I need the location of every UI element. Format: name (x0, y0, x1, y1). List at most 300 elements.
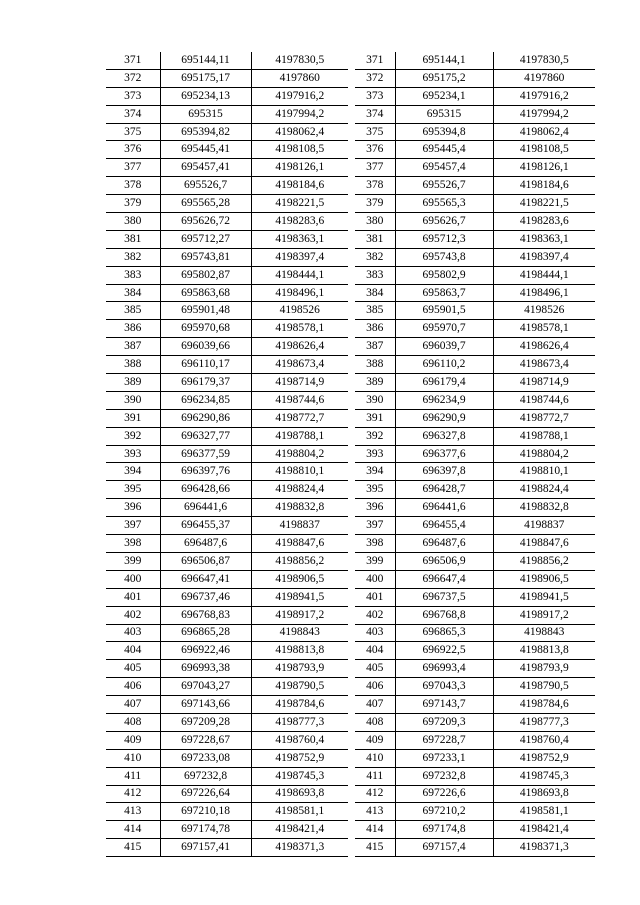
y-coordinate-cell: 4198444,1 (251, 266, 348, 284)
point-number-cell: 406 (106, 678, 160, 696)
x-coordinate-cell: 696737,46 (160, 588, 251, 606)
x-coordinate-cell: 696455,37 (160, 517, 251, 535)
point-number-cell: 399 (106, 552, 160, 570)
x-coordinate-cell: 696922,5 (395, 642, 493, 660)
x-coordinate-cell: 696993,38 (160, 660, 251, 678)
y-coordinate-cell: 4198184,6 (493, 177, 595, 195)
x-coordinate-cell: 696737,5 (395, 588, 493, 606)
y-coordinate-cell: 4198283,6 (251, 213, 348, 231)
x-coordinate-cell: 697209,3 (395, 713, 493, 731)
table-row (106, 642, 348, 660)
y-coordinate-cell: 4198813,8 (251, 642, 348, 660)
point-number-cell: 405 (355, 660, 395, 678)
y-coordinate-cell: 4198843 (251, 624, 348, 642)
x-coordinate-cell: 695626,7 (395, 213, 493, 231)
y-coordinate-cell: 4198693,8 (493, 785, 595, 803)
y-coordinate-cell: 4197860 (493, 69, 595, 87)
x-coordinate-cell: 696993,4 (395, 660, 493, 678)
x-coordinate-cell: 696768,83 (160, 606, 251, 624)
x-coordinate-cell: 695144,11 (160, 52, 251, 69)
x-coordinate-cell: 696506,9 (395, 552, 493, 570)
y-coordinate-cell: 4198788,1 (493, 427, 595, 445)
table-row (106, 463, 348, 481)
point-number-cell: 378 (106, 177, 160, 195)
point-number-cell: 415 (355, 839, 395, 857)
point-number-cell: 389 (106, 374, 160, 392)
x-coordinate-cell: 696397,76 (160, 463, 251, 481)
x-coordinate-cell: 695445,4 (395, 141, 493, 159)
x-coordinate-cell: 695712,3 (395, 230, 493, 248)
y-coordinate-cell: 4198421,4 (493, 821, 595, 839)
x-coordinate-cell: 697210,2 (395, 803, 493, 821)
point-number-cell: 412 (355, 785, 395, 803)
y-coordinate-cell: 4197830,5 (493, 52, 595, 69)
table-row (355, 230, 595, 248)
x-coordinate-cell: 695565,3 (395, 195, 493, 213)
table-row (355, 535, 595, 553)
table-row (355, 481, 595, 499)
point-number-cell: 409 (106, 731, 160, 749)
table-row (355, 517, 595, 535)
table-row (355, 266, 595, 284)
y-coordinate-cell: 4198790,5 (251, 678, 348, 696)
table-row (106, 230, 348, 248)
point-number-cell: 402 (106, 606, 160, 624)
table-row (355, 213, 595, 231)
x-coordinate-cell: 695315 (160, 105, 251, 123)
x-coordinate-cell: 696039,66 (160, 338, 251, 356)
y-coordinate-cell: 4198790,5 (493, 678, 595, 696)
table-row (355, 141, 595, 159)
y-coordinate-cell: 4197994,2 (251, 105, 348, 123)
y-coordinate-cell: 4198837 (251, 517, 348, 535)
y-coordinate-cell: 4198581,1 (493, 803, 595, 821)
y-coordinate-cell: 4198371,3 (493, 839, 595, 857)
x-coordinate-cell: 697157,41 (160, 839, 251, 857)
table-row (106, 427, 348, 445)
y-coordinate-cell: 4198906,5 (251, 570, 348, 588)
y-coordinate-cell: 4198062,4 (493, 123, 595, 141)
x-coordinate-cell: 695394,82 (160, 123, 251, 141)
point-number-cell: 374 (106, 105, 160, 123)
x-coordinate-cell: 697043,3 (395, 678, 493, 696)
y-coordinate-cell: 4198673,4 (493, 356, 595, 374)
table-row (355, 749, 595, 767)
point-number-cell: 394 (106, 463, 160, 481)
x-coordinate-cell: 696441,6 (160, 499, 251, 517)
point-number-cell: 383 (355, 266, 395, 284)
x-coordinate-cell: 696179,4 (395, 374, 493, 392)
x-coordinate-cell: 696397,8 (395, 463, 493, 481)
y-coordinate-cell: 4198221,5 (493, 195, 595, 213)
point-number-cell: 376 (355, 141, 395, 159)
x-coordinate-cell: 697232,8 (395, 767, 493, 785)
table-row (106, 481, 348, 499)
y-coordinate-cell: 4198760,4 (493, 731, 595, 749)
coordinate-table-left (106, 52, 348, 857)
y-coordinate-cell: 4197916,2 (251, 87, 348, 105)
point-number-cell: 408 (355, 713, 395, 731)
point-number-cell: 396 (106, 499, 160, 517)
y-coordinate-cell: 4198371,3 (251, 839, 348, 857)
table-row (355, 588, 595, 606)
table-row (106, 338, 348, 356)
point-number-cell: 378 (355, 177, 395, 195)
x-coordinate-cell: 697226,6 (395, 785, 493, 803)
table-row (106, 391, 348, 409)
y-coordinate-cell: 4198714,9 (251, 374, 348, 392)
table-row (355, 606, 595, 624)
y-coordinate-cell: 4198752,9 (493, 749, 595, 767)
x-coordinate-cell: 696234,9 (395, 391, 493, 409)
x-coordinate-cell: 697043,27 (160, 678, 251, 696)
table-row (355, 499, 595, 517)
table-row (106, 588, 348, 606)
point-number-cell: 398 (355, 535, 395, 553)
point-number-cell: 399 (355, 552, 395, 570)
point-number-cell: 398 (106, 535, 160, 553)
table-row (106, 749, 348, 767)
point-number-cell: 372 (106, 69, 160, 87)
x-coordinate-cell: 696487,6 (395, 535, 493, 553)
table-row (355, 785, 595, 803)
x-coordinate-cell: 697209,28 (160, 713, 251, 731)
x-coordinate-cell: 695901,5 (395, 302, 493, 320)
y-coordinate-cell: 4198804,2 (493, 445, 595, 463)
x-coordinate-cell: 695970,7 (395, 320, 493, 338)
table-body-right (355, 52, 595, 857)
y-coordinate-cell: 4198062,4 (251, 123, 348, 141)
x-coordinate-cell: 696506,87 (160, 552, 251, 570)
point-number-cell: 402 (355, 606, 395, 624)
table-row (106, 374, 348, 392)
x-coordinate-cell: 697226,64 (160, 785, 251, 803)
y-coordinate-cell: 4198847,6 (493, 535, 595, 553)
point-number-cell: 371 (106, 52, 160, 69)
table-row (355, 302, 595, 320)
x-coordinate-cell: 696234,85 (160, 391, 251, 409)
y-coordinate-cell: 4198421,4 (251, 821, 348, 839)
table-row (355, 356, 595, 374)
x-coordinate-cell: 695901,48 (160, 302, 251, 320)
table-row (355, 696, 595, 714)
table-row (106, 266, 348, 284)
x-coordinate-cell: 695802,87 (160, 266, 251, 284)
x-coordinate-cell: 697210,18 (160, 803, 251, 821)
y-coordinate-cell: 4198108,5 (493, 141, 595, 159)
point-number-cell: 403 (106, 624, 160, 642)
point-number-cell: 413 (106, 803, 160, 821)
table-row (355, 463, 595, 481)
point-number-cell: 396 (355, 499, 395, 517)
point-number-cell: 407 (355, 696, 395, 714)
y-coordinate-cell: 4198744,6 (251, 391, 348, 409)
table-row (106, 302, 348, 320)
point-number-cell: 376 (106, 141, 160, 159)
point-number-cell: 379 (106, 195, 160, 213)
table-row (106, 105, 348, 123)
point-number-cell: 391 (355, 409, 395, 427)
y-coordinate-cell: 4198626,4 (493, 338, 595, 356)
point-number-cell: 373 (106, 87, 160, 105)
x-coordinate-cell: 695526,7 (395, 177, 493, 195)
y-coordinate-cell: 4198917,2 (251, 606, 348, 624)
y-coordinate-cell: 4198752,9 (251, 749, 348, 767)
y-coordinate-cell: 4198578,1 (493, 320, 595, 338)
x-coordinate-cell: 696428,7 (395, 481, 493, 499)
y-coordinate-cell: 4198772,7 (493, 409, 595, 427)
table-row (355, 195, 595, 213)
x-coordinate-cell: 696922,46 (160, 642, 251, 660)
point-number-cell: 397 (106, 517, 160, 535)
x-coordinate-cell: 697143,7 (395, 696, 493, 714)
point-number-cell: 374 (355, 105, 395, 123)
table-row (355, 660, 595, 678)
point-number-cell: 412 (106, 785, 160, 803)
point-number-cell: 373 (355, 87, 395, 105)
point-number-cell: 413 (355, 803, 395, 821)
x-coordinate-cell: 696377,6 (395, 445, 493, 463)
y-coordinate-cell: 4198397,4 (493, 248, 595, 266)
y-coordinate-cell: 4198856,2 (493, 552, 595, 570)
table-row (106, 713, 348, 731)
point-number-cell: 389 (355, 374, 395, 392)
x-coordinate-cell: 695863,68 (160, 284, 251, 302)
table-row (355, 731, 595, 749)
x-coordinate-cell: 695234,1 (395, 87, 493, 105)
point-number-cell: 390 (355, 391, 395, 409)
point-number-cell: 384 (106, 284, 160, 302)
x-coordinate-cell: 695743,81 (160, 248, 251, 266)
x-coordinate-cell: 696865,3 (395, 624, 493, 642)
point-number-cell: 380 (106, 213, 160, 231)
point-number-cell: 395 (355, 481, 395, 499)
point-number-cell: 393 (106, 445, 160, 463)
y-coordinate-cell: 4198283,6 (493, 213, 595, 231)
table-row (106, 320, 348, 338)
table-row (106, 284, 348, 302)
x-coordinate-cell: 695445,41 (160, 141, 251, 159)
table-row (355, 624, 595, 642)
y-coordinate-cell: 4198941,5 (493, 588, 595, 606)
table-row (106, 803, 348, 821)
point-number-cell: 387 (106, 338, 160, 356)
y-coordinate-cell: 4198784,6 (493, 696, 595, 714)
x-coordinate-cell: 695234,13 (160, 87, 251, 105)
x-coordinate-cell: 695712,27 (160, 230, 251, 248)
coordinate-table-right (355, 52, 595, 857)
point-number-cell: 410 (106, 749, 160, 767)
y-coordinate-cell: 4198788,1 (251, 427, 348, 445)
x-coordinate-cell: 696487,6 (160, 535, 251, 553)
x-coordinate-cell: 697233,08 (160, 749, 251, 767)
point-number-cell: 414 (106, 821, 160, 839)
point-number-cell: 392 (355, 427, 395, 445)
y-coordinate-cell: 4198581,1 (251, 803, 348, 821)
table-row (106, 87, 348, 105)
table-row (106, 821, 348, 839)
x-coordinate-cell: 695743,8 (395, 248, 493, 266)
point-number-cell: 379 (355, 195, 395, 213)
point-number-cell: 395 (106, 481, 160, 499)
point-number-cell: 390 (106, 391, 160, 409)
y-coordinate-cell: 4197994,2 (493, 105, 595, 123)
table-body-left (106, 52, 348, 857)
x-coordinate-cell: 696110,17 (160, 356, 251, 374)
table-row (355, 52, 595, 69)
table-row (106, 624, 348, 642)
y-coordinate-cell: 4198626,4 (251, 338, 348, 356)
y-coordinate-cell: 4198810,1 (493, 463, 595, 481)
y-coordinate-cell: 4197860 (251, 69, 348, 87)
table-row (355, 248, 595, 266)
x-coordinate-cell: 696179,37 (160, 374, 251, 392)
table-row (106, 535, 348, 553)
table-row (355, 159, 595, 177)
x-coordinate-cell: 696647,4 (395, 570, 493, 588)
table-row (355, 177, 595, 195)
point-number-cell: 386 (355, 320, 395, 338)
point-number-cell: 388 (106, 356, 160, 374)
point-number-cell: 385 (106, 302, 160, 320)
y-coordinate-cell: 4198793,9 (493, 660, 595, 678)
y-coordinate-cell: 4198760,4 (251, 731, 348, 749)
x-coordinate-cell: 697232,8 (160, 767, 251, 785)
x-coordinate-cell: 697174,8 (395, 821, 493, 839)
table-row (355, 105, 595, 123)
x-coordinate-cell: 697157,4 (395, 839, 493, 857)
x-coordinate-cell: 697228,7 (395, 731, 493, 749)
point-number-cell: 403 (355, 624, 395, 642)
point-number-cell: 388 (355, 356, 395, 374)
y-coordinate-cell: 4198578,1 (251, 320, 348, 338)
table-row (106, 52, 348, 69)
table-row (355, 570, 595, 588)
table-row (355, 803, 595, 821)
table-row (355, 87, 595, 105)
table-row (106, 356, 348, 374)
x-coordinate-cell: 695175,2 (395, 69, 493, 87)
table-row (106, 517, 348, 535)
table-row (106, 606, 348, 624)
table-row (355, 409, 595, 427)
table-row (106, 123, 348, 141)
table-row (106, 248, 348, 266)
table-row (106, 69, 348, 87)
point-number-cell: 397 (355, 517, 395, 535)
table-row (106, 195, 348, 213)
y-coordinate-cell: 4198184,6 (251, 177, 348, 195)
x-coordinate-cell: 695565,28 (160, 195, 251, 213)
y-coordinate-cell: 4198810,1 (251, 463, 348, 481)
point-number-cell: 372 (355, 69, 395, 87)
y-coordinate-cell: 4198496,1 (251, 284, 348, 302)
table-row (106, 499, 348, 517)
y-coordinate-cell: 4198832,8 (493, 499, 595, 517)
table-row (355, 821, 595, 839)
x-coordinate-cell: 696428,66 (160, 481, 251, 499)
point-number-cell: 377 (355, 159, 395, 177)
table-row (106, 839, 348, 857)
point-number-cell: 411 (355, 767, 395, 785)
point-number-cell: 380 (355, 213, 395, 231)
point-number-cell: 400 (106, 570, 160, 588)
table-row (106, 731, 348, 749)
table-row (106, 660, 348, 678)
point-number-cell: 401 (355, 588, 395, 606)
table-row (355, 391, 595, 409)
y-coordinate-cell: 4198856,2 (251, 552, 348, 570)
y-coordinate-cell: 4198108,5 (251, 141, 348, 159)
table-row (106, 552, 348, 570)
y-coordinate-cell: 4198397,4 (251, 248, 348, 266)
y-coordinate-cell: 4198221,5 (251, 195, 348, 213)
point-number-cell: 414 (355, 821, 395, 839)
x-coordinate-cell: 696441,6 (395, 499, 493, 517)
point-number-cell: 391 (106, 409, 160, 427)
y-coordinate-cell: 4198941,5 (251, 588, 348, 606)
point-number-cell: 407 (106, 696, 160, 714)
table-row (106, 177, 348, 195)
table-row (106, 141, 348, 159)
table-row (355, 320, 595, 338)
x-coordinate-cell: 696377,59 (160, 445, 251, 463)
table-row (355, 642, 595, 660)
x-coordinate-cell: 695802,9 (395, 266, 493, 284)
point-number-cell: 383 (106, 266, 160, 284)
point-number-cell: 381 (355, 230, 395, 248)
y-coordinate-cell: 4198793,9 (251, 660, 348, 678)
table-row (106, 696, 348, 714)
y-coordinate-cell: 4198693,8 (251, 785, 348, 803)
table-row (355, 123, 595, 141)
table-row (106, 213, 348, 231)
x-coordinate-cell: 695626,72 (160, 213, 251, 231)
table-row (355, 445, 595, 463)
x-coordinate-cell: 695863,7 (395, 284, 493, 302)
y-coordinate-cell: 4198526 (493, 302, 595, 320)
point-number-cell: 382 (355, 248, 395, 266)
x-coordinate-cell: 695970,68 (160, 320, 251, 338)
table-row (355, 374, 595, 392)
table-row (355, 284, 595, 302)
x-coordinate-cell: 696039,7 (395, 338, 493, 356)
y-coordinate-cell: 4198777,3 (251, 713, 348, 731)
table-row (106, 678, 348, 696)
y-coordinate-cell: 4198714,9 (493, 374, 595, 392)
y-coordinate-cell: 4198363,1 (251, 230, 348, 248)
table-row (355, 713, 595, 731)
x-coordinate-cell: 695144,1 (395, 52, 493, 69)
x-coordinate-cell: 697143,66 (160, 696, 251, 714)
y-coordinate-cell: 4198745,3 (251, 767, 348, 785)
point-number-cell: 404 (355, 642, 395, 660)
y-coordinate-cell: 4198126,1 (493, 159, 595, 177)
y-coordinate-cell: 4198824,4 (251, 481, 348, 499)
point-number-cell: 375 (106, 123, 160, 141)
y-coordinate-cell: 4198832,8 (251, 499, 348, 517)
point-number-cell: 400 (355, 570, 395, 588)
table-row (106, 159, 348, 177)
x-coordinate-cell: 696110,2 (395, 356, 493, 374)
point-number-cell: 377 (106, 159, 160, 177)
point-number-cell: 401 (106, 588, 160, 606)
point-number-cell: 404 (106, 642, 160, 660)
y-coordinate-cell: 4198745,3 (493, 767, 595, 785)
x-coordinate-cell: 695457,4 (395, 159, 493, 177)
y-coordinate-cell: 4198906,5 (493, 570, 595, 588)
table-row (355, 338, 595, 356)
